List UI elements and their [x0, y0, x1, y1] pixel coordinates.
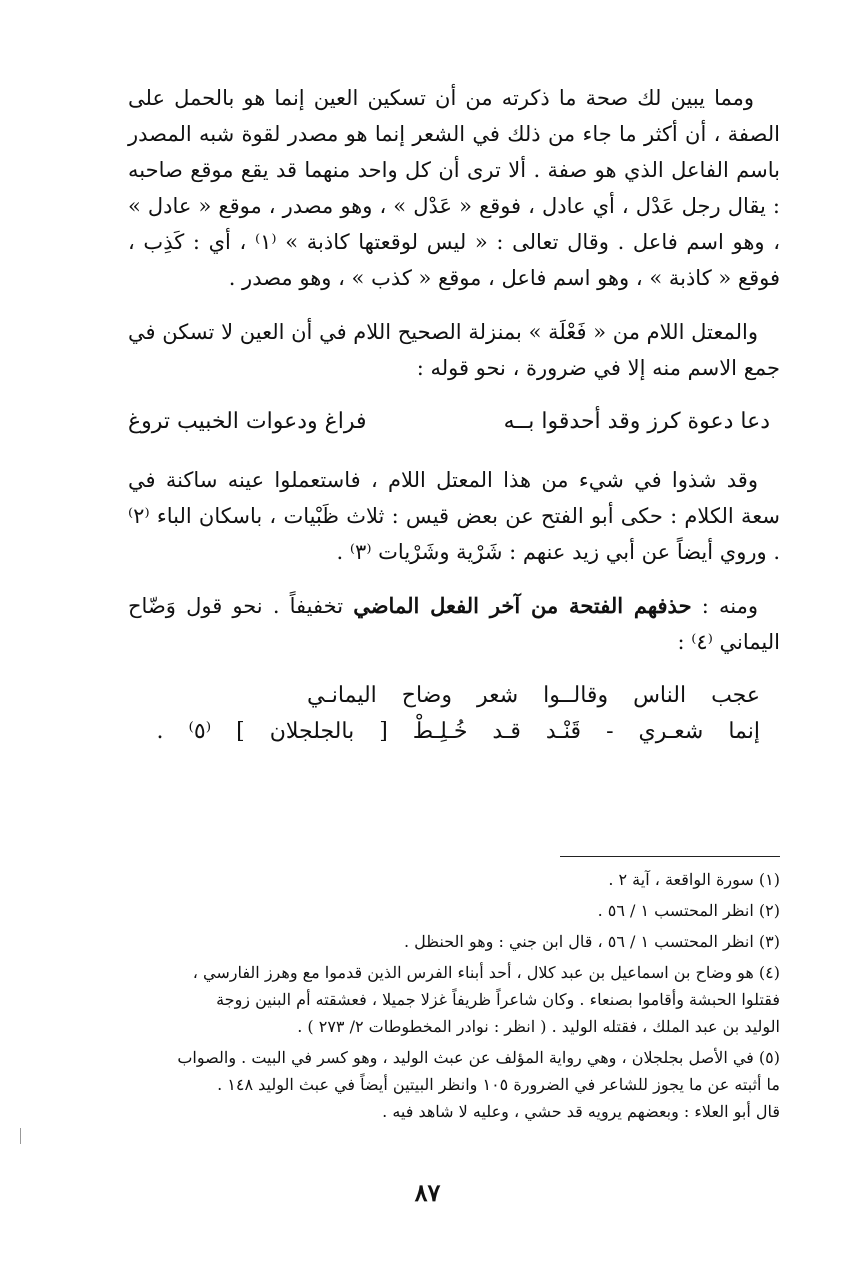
footnote-1: (١) سورة الواقعة ، آية ٢ . — [608, 870, 780, 889]
footnote-4-line-3: الوليد بن عبد الملك ، فقتله الوليد . ( انظر : نوادر المخطوطات ٢/ ٢٧٣ ) . — [297, 1017, 780, 1036]
paragraph-4-bold-phrase: حذفهم الفتحة من آخر الفعل الماضي — [353, 593, 692, 618]
paragraph-3: وقد شذوا في شيء من هذا المعتل اللام ، فاستعملوا عينه ساكنة في سعة الكلام : حكى أبو الفتح عن بعض قيس : ثلاث ظَبْيات ، باسكان الباء ⁽٢⁾ . وروي أيضاً عن أبي زيد عنهم : شَرْية وشَرْيات ⁽٣⁾ . — [128, 468, 780, 564]
paragraph-4-intro: ومنه : — [701, 594, 758, 618]
footnote-5 — [96, 1044, 780, 1125]
verse-1 — [128, 404, 780, 440]
footnote-5-line-2: ما أثبته عن ما يجوز للشاعر في الضرورة ١٠٥ وانظر البيتين أيضاً في عبث الوليد ١٤٨ . — [217, 1075, 780, 1094]
verse-1-second-hemistich: فراغ ودعوات الخبيب تروغ — [128, 409, 367, 434]
margin-mark — [20, 1128, 21, 1144]
footnote-2: (٢) انظر المحتسب ١ / ٥٦ . — [597, 901, 780, 920]
footnote-5-line-1: (٥) في الأصل بجلجلان ، وهي رواية المؤلف عن عبث الوليد ، وهو كسر في البيت . والصواب — [177, 1048, 780, 1067]
main-text — [128, 80, 780, 750]
verse-1-first-hemistich: دعا دعوة كرز وقد أحدقوا بــه — [503, 409, 770, 434]
paragraph-4 — [128, 588, 780, 660]
footnotes — [96, 866, 780, 1129]
footnote-4-line-1: (٤) هو وضاح بن اسماعيل بن عبد كلال ، أحد أبناء الفرس الذين قدموا مع وهرز الفارسي ، — [192, 963, 780, 982]
verse-2-line-1: عجب الناس وقالــوا شعر وضاح اليمانـي — [307, 683, 760, 708]
page-number: ٨٧ — [414, 1178, 441, 1207]
paragraph-4-rest: تخفيفاً . نحو قول وَضّاح اليماني ⁽٤⁾ : — [128, 594, 780, 654]
footnote-divider — [560, 856, 780, 857]
paragraph-2: والمعتل اللام من « فَعْلَة » بمنزلة الصحيح اللام في أن العين لا تسكن في جمع الاسم منه إلا في ضرورة ، نحو قوله : — [128, 320, 780, 380]
footnote-3: (٣) انظر المحتسب ١ / ٥٦ ، قال ابن جني : وهو الحنظل . — [403, 932, 780, 951]
verse-2-line-2: إنما شعـري - قَنْـد قـد خُـلِـطْ [ بالجلجلان ] ⁽٥⁾ . — [156, 719, 760, 744]
footnote-4 — [96, 959, 780, 1040]
footnote-4-line-2: فقتلوا الحبشة وأقاموا بصنعاء . وكان شاعراً ظريفاً غزلا جميلا ، فعشقته أم البنين زوجة — [216, 990, 780, 1009]
footnote-5-line-3: قال أبو العلاء : وبعضهم يرويه قد حشي ، وعليه لا شاهد فيه . — [382, 1102, 780, 1121]
verse-2 — [128, 678, 780, 750]
paragraph-1: ومما يبين لك صحة ما ذكرته من أن تسكين العين إنما هو بالحمل على الصفة ، أن أكثر ما جاء من ذلك في الشعر إنما هو مصدر لقوة شبه المصدر باسم الفاعل الذي هو صفة . ألا ترى أن كل واحد منهما قد يقع موقع صاحبه : يقال رجل عَدْل ، أي عادل ، فوقع « عَدْل » ، وهو مصدر ، موقع « عادل » ، وهو اسم فاعل . وقال تعالى : « ليس لوقعتها كاذبة » ⁽١⁾ ، أي : كَذِب ، فوقع « كاذبة » ، وهو اسم فاعل ، موقع « كذب » ، وهو مصدر . — [128, 86, 780, 290]
